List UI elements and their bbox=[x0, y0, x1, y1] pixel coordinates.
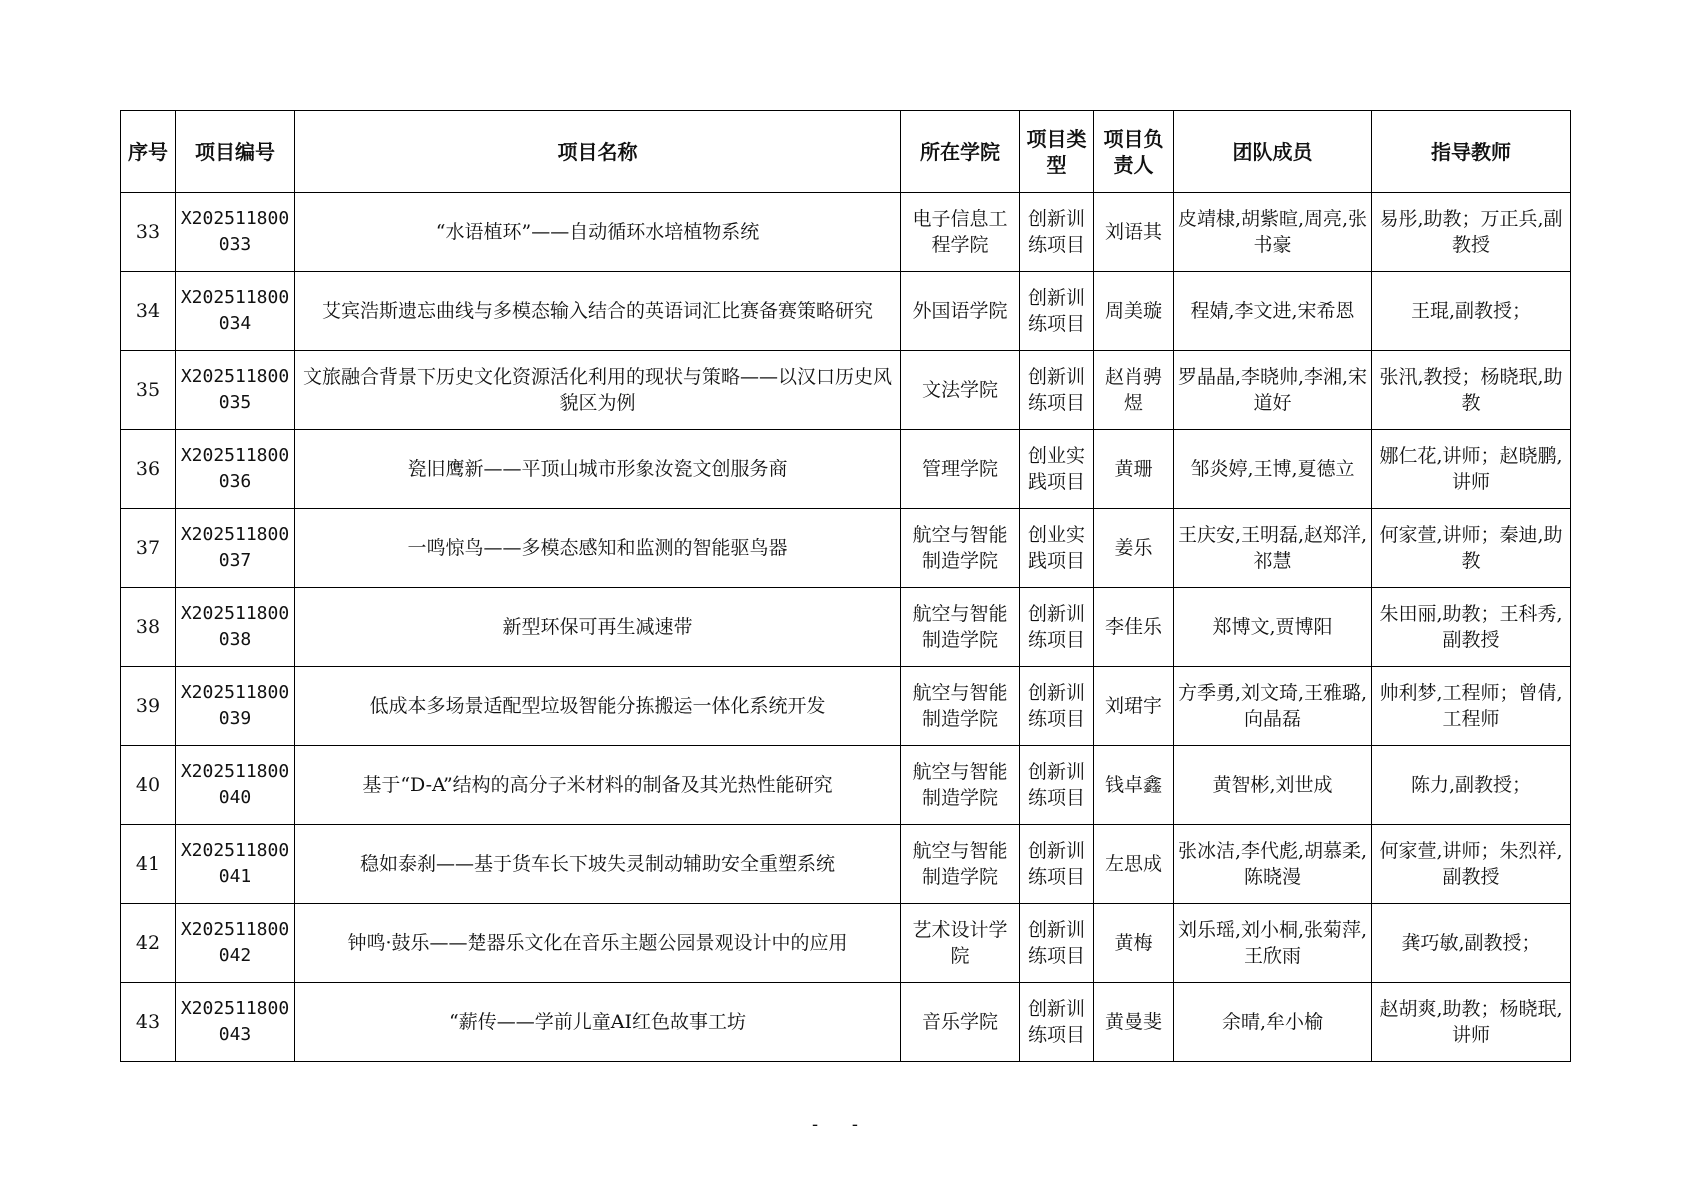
cell-name: 钟鸣·鼓乐——楚器乐文化在音乐主题公园景观设计中的应用 bbox=[295, 904, 901, 983]
cell-no: 42 bbox=[121, 904, 176, 983]
cell-advisor: 陈力,副教授； bbox=[1372, 746, 1571, 825]
header-no: 序号 bbox=[121, 111, 176, 193]
cell-advisor: 张汛,教授；杨晓珉,助教 bbox=[1372, 351, 1571, 430]
cell-type: 创业实践项目 bbox=[1020, 430, 1094, 509]
cell-type: 创新训练项目 bbox=[1020, 825, 1094, 904]
cell-name: 新型环保可再生减速带 bbox=[295, 588, 901, 667]
cell-members: 方季勇,刘文琦,王雅璐,向晶磊 bbox=[1174, 667, 1372, 746]
cell-members: 王庆安,王明磊,赵郑洋,祁慧 bbox=[1174, 509, 1372, 588]
table-row bbox=[121, 351, 1571, 430]
cell-code: X202511800036 bbox=[176, 430, 295, 509]
table-row bbox=[121, 430, 1571, 509]
table-row bbox=[121, 588, 1571, 667]
cell-members: 余晴,牟小榆 bbox=[1174, 983, 1372, 1062]
table-row bbox=[121, 746, 1571, 825]
cell-code: X202511800041 bbox=[176, 825, 295, 904]
header-members: 团队成员 bbox=[1174, 111, 1372, 193]
cell-code: X202511800043 bbox=[176, 983, 295, 1062]
cell-advisor: 帅利梦,工程师；曾倩,工程师 bbox=[1372, 667, 1571, 746]
cell-no: 39 bbox=[121, 667, 176, 746]
cell-college: 航空与智能制造学院 bbox=[901, 825, 1020, 904]
header-code: 项目编号 bbox=[176, 111, 295, 193]
cell-type: 创新训练项目 bbox=[1020, 904, 1094, 983]
cell-college: 航空与智能制造学院 bbox=[901, 509, 1020, 588]
cell-no: 33 bbox=[121, 193, 176, 272]
table-row bbox=[121, 272, 1571, 351]
table-body bbox=[121, 193, 1571, 1062]
cell-leader: 李佳乐 bbox=[1094, 588, 1174, 667]
header-advisor: 指导教师 bbox=[1372, 111, 1571, 193]
cell-college: 艺术设计学院 bbox=[901, 904, 1020, 983]
cell-college: 航空与智能制造学院 bbox=[901, 746, 1020, 825]
cell-advisor: 赵胡爽,助教；杨晓珉,讲师 bbox=[1372, 983, 1571, 1062]
cell-college: 文法学院 bbox=[901, 351, 1020, 430]
cell-advisor: 龚巧敏,副教授； bbox=[1372, 904, 1571, 983]
cell-leader: 钱卓鑫 bbox=[1094, 746, 1174, 825]
cell-type: 创新训练项目 bbox=[1020, 193, 1094, 272]
cell-leader: 左思成 bbox=[1094, 825, 1174, 904]
table-row bbox=[121, 983, 1571, 1062]
cell-code: X202511800042 bbox=[176, 904, 295, 983]
cell-no: 41 bbox=[121, 825, 176, 904]
table-row bbox=[121, 193, 1571, 272]
cell-name: 稳如泰刹——基于货车长下坡失灵制动辅助安全重塑系统 bbox=[295, 825, 901, 904]
cell-advisor: 何家萱,讲师；秦迪,助教 bbox=[1372, 509, 1571, 588]
cell-college: 管理学院 bbox=[901, 430, 1020, 509]
cell-college: 电子信息工程学院 bbox=[901, 193, 1020, 272]
table-row bbox=[121, 667, 1571, 746]
cell-no: 38 bbox=[121, 588, 176, 667]
cell-name: “水语植环”——自动循环水培植物系统 bbox=[295, 193, 901, 272]
cell-members: 黄智彬,刘世成 bbox=[1174, 746, 1372, 825]
cell-type: 创业实践项目 bbox=[1020, 509, 1094, 588]
cell-advisor: 易彤,助教；万正兵,副教授 bbox=[1372, 193, 1571, 272]
cell-name: 文旅融合背景下历史文化资源活化利用的现状与策略——以汉口历史风貌区为例 bbox=[295, 351, 901, 430]
cell-members: 郑博文,贾博阳 bbox=[1174, 588, 1372, 667]
project-table bbox=[120, 110, 1571, 1062]
cell-leader: 姜乐 bbox=[1094, 509, 1174, 588]
cell-leader: 黄曼斐 bbox=[1094, 983, 1174, 1062]
table-row bbox=[121, 904, 1571, 983]
table-row bbox=[121, 509, 1571, 588]
cell-advisor: 朱田丽,助教；王科秀,副教授 bbox=[1372, 588, 1571, 667]
cell-name: 瓷旧鹰新——平顶山城市形象汝瓷文创服务商 bbox=[295, 430, 901, 509]
table-row bbox=[121, 825, 1571, 904]
cell-advisor: 王琨,副教授； bbox=[1372, 272, 1571, 351]
cell-name: 基于“D-A”结构的高分子米材料的制备及其光热性能研究 bbox=[295, 746, 901, 825]
cell-name: 一鸣惊鸟——多模态感知和监测的智能驱鸟器 bbox=[295, 509, 901, 588]
header-row bbox=[121, 111, 1571, 193]
cell-advisor: 娜仁花,讲师；赵晓鹏,讲师 bbox=[1372, 430, 1571, 509]
cell-leader: 刘珺宇 bbox=[1094, 667, 1174, 746]
cell-type: 创新训练项目 bbox=[1020, 272, 1094, 351]
header-name: 项目名称 bbox=[295, 111, 901, 193]
cell-type: 创新训练项目 bbox=[1020, 588, 1094, 667]
cell-name: 艾宾浩斯遗忘曲线与多模态输入结合的英语词汇比赛备赛策略研究 bbox=[295, 272, 901, 351]
cell-type: 创新训练项目 bbox=[1020, 746, 1094, 825]
cell-leader: 黄梅 bbox=[1094, 904, 1174, 983]
cell-members: 罗晶晶,李晓帅,李湘,宋道好 bbox=[1174, 351, 1372, 430]
header-leader: 项目负责人 bbox=[1094, 111, 1174, 193]
header-type: 项目类型 bbox=[1020, 111, 1094, 193]
cell-college: 航空与智能制造学院 bbox=[901, 588, 1020, 667]
cell-code: X202511800039 bbox=[176, 667, 295, 746]
table-header bbox=[121, 111, 1571, 193]
cell-type: 创新训练项目 bbox=[1020, 667, 1094, 746]
page-footer: - - bbox=[812, 1114, 872, 1135]
cell-college: 航空与智能制造学院 bbox=[901, 667, 1020, 746]
cell-college: 音乐学院 bbox=[901, 983, 1020, 1062]
cell-members: 刘乐瑶,刘小桐,张菊萍,王欣雨 bbox=[1174, 904, 1372, 983]
cell-code: X202511800040 bbox=[176, 746, 295, 825]
cell-type: 创新训练项目 bbox=[1020, 351, 1094, 430]
cell-advisor: 何家萱,讲师；朱烈祥,副教授 bbox=[1372, 825, 1571, 904]
cell-no: 37 bbox=[121, 509, 176, 588]
cell-no: 43 bbox=[121, 983, 176, 1062]
cell-name: 低成本多场景适配型垃圾智能分拣搬运一体化系统开发 bbox=[295, 667, 901, 746]
cell-no: 35 bbox=[121, 351, 176, 430]
cell-code: X202511800034 bbox=[176, 272, 295, 351]
cell-code: X202511800038 bbox=[176, 588, 295, 667]
cell-college: 外国语学院 bbox=[901, 272, 1020, 351]
cell-leader: 黄珊 bbox=[1094, 430, 1174, 509]
cell-no: 36 bbox=[121, 430, 176, 509]
cell-code: X202511800037 bbox=[176, 509, 295, 588]
cell-leader: 周美璇 bbox=[1094, 272, 1174, 351]
cell-no: 40 bbox=[121, 746, 176, 825]
cell-members: 张冰洁,李代彪,胡慕柔,陈晓漫 bbox=[1174, 825, 1372, 904]
cell-members: 皮靖棣,胡紫暄,周亮,张书豪 bbox=[1174, 193, 1372, 272]
cell-type: 创新训练项目 bbox=[1020, 983, 1094, 1062]
header-college: 所在学院 bbox=[901, 111, 1020, 193]
cell-leader: 刘语其 bbox=[1094, 193, 1174, 272]
cell-name: “薪传——学前儿童AI红色故事工坊 bbox=[295, 983, 901, 1062]
cell-leader: 赵肖骋煜 bbox=[1094, 351, 1174, 430]
cell-members: 程婧,李文进,宋希恩 bbox=[1174, 272, 1372, 351]
cell-members: 邹炎婷,王博,夏德立 bbox=[1174, 430, 1372, 509]
cell-no: 34 bbox=[121, 272, 176, 351]
cell-code: X202511800033 bbox=[176, 193, 295, 272]
cell-code: X202511800035 bbox=[176, 351, 295, 430]
